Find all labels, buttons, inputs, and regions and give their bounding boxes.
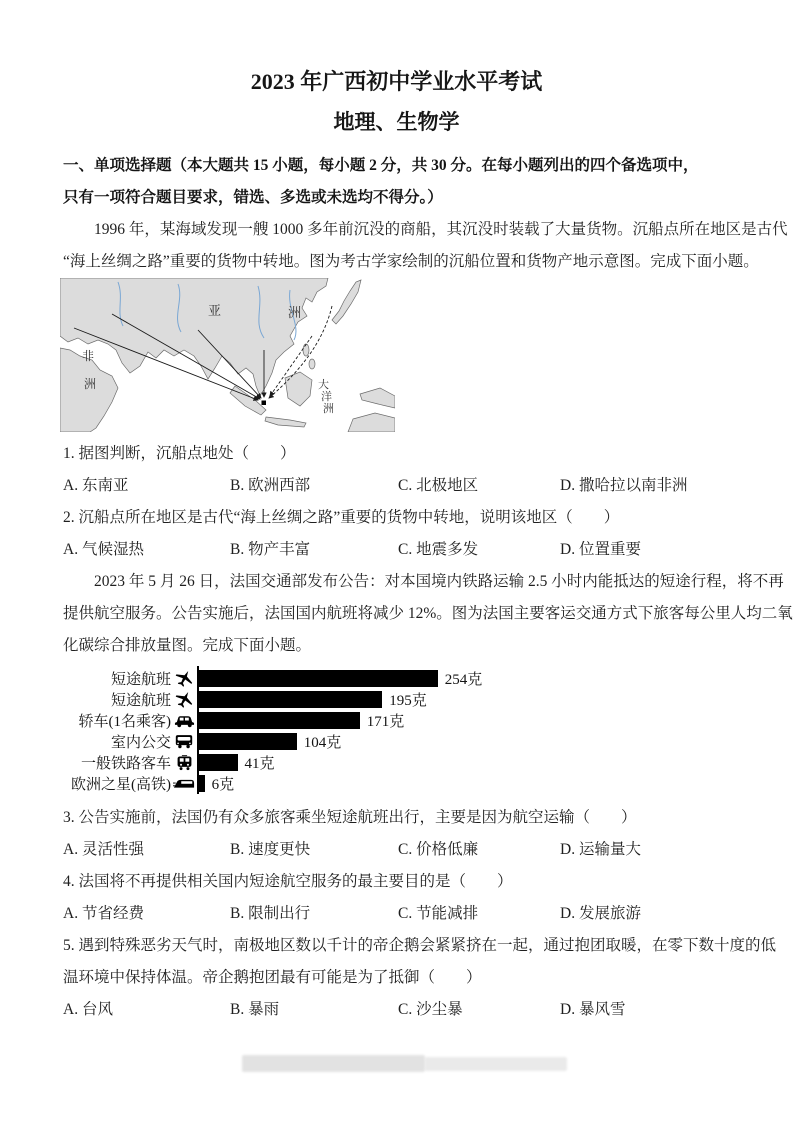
transport-mode-label: 一般铁路客车 [80,756,171,772]
question-3 [63,802,741,866]
map-landmass-japan [332,280,361,324]
watermark-smudge [425,1057,567,1071]
emissions-bar-chart [63,666,741,794]
text-line: 1996 年，某海域发现一艘 1000 多年前沉没的商船，其沉没时装载了大量货物。沉船点所在地区是古代 [94,221,788,238]
answer-option: A. 东南亚 [63,477,129,494]
answer-option: B. 物产丰富 [230,541,311,558]
chart-row [63,710,741,731]
answer-option: B. 限制出行 [230,905,311,922]
chart-row [63,668,741,689]
answer-option: D. 暴风雪 [560,1001,626,1018]
question-2-options [63,534,741,566]
bar-value-label: 171克 [366,714,405,730]
text-line: 提供航空服务。公告实施后，法国国内航班将减少 12%。图为法国主要客运交通方式下旅客每公里人均二氧 [63,605,793,622]
question-4 [63,866,741,930]
passage-shipwreck [63,214,788,278]
chart-row [63,689,741,710]
passage-france-transport [63,566,793,662]
bar-value-label: 6克 [211,777,235,793]
map-label-africa: 洲 [84,377,97,391]
page-subtitle: 地理、生物学 [333,110,460,134]
text-line: 4. 法国将不再提供相关国内短途航空服务的最主要目的是（ ） [63,873,513,890]
emission-bar [199,691,382,708]
map-landmass-australia [348,413,395,432]
question-5 [63,930,777,1026]
text-line: 温环境中保持体温。帝企鹅抱团最有可能是为了抵御（ ） [63,969,482,986]
map-landmass-new-guinea [360,388,395,408]
bar-value-label: 104克 [303,735,342,751]
high-speed-train-icon [171,777,197,790]
map-label-asia: 洲 [288,305,302,320]
car-icon [171,714,197,728]
answer-option: C. 北极地区 [398,477,479,494]
emission-bar [199,754,238,771]
shipwreck-point [262,401,267,406]
map-label-africa: 非 [82,349,95,363]
map-landmass-philippines [303,344,309,356]
bar-value-label: 195克 [389,693,427,709]
answer-option: D. 运输量大 [560,841,641,858]
map-label-asia: 亚 [208,303,222,318]
question-4-stem [63,866,741,898]
watermark-smudge [242,1055,425,1072]
transport-mode-label: 轿车(1名乘客) [78,714,171,730]
page-title: 2023 年广西初中学业水平考试 [250,69,543,94]
answer-option: A. 灵活性强 [63,841,144,858]
answer-option: A. 气候湿热 [63,541,144,558]
map-landmass-java [265,417,306,427]
text-line: 化碳综合排放量图。完成下面小题。 [63,637,312,654]
airplane-icon [171,670,197,688]
chart-rows [63,668,741,794]
question-1-options [63,470,741,502]
text-line: 5. 遇到特殊恶劣天气时，南极地区数以千计的帝企鹅会紧紧挤在一起，通过抱团取暖，在零下数十度的低 [63,937,777,954]
section-heading [63,150,741,214]
emission-bar [199,712,360,729]
answer-option: C. 价格低廉 [398,841,479,858]
question-2-stem [63,502,741,534]
question-3-options [63,834,741,866]
map-landmass-borneo [285,372,312,406]
answer-option: A. 台风 [63,1001,113,1018]
text-line: 只有一项符合题目要求，错选、多选或未选均不得分。） [63,189,443,206]
silk-road-map [60,278,395,432]
chart-axis-line [197,666,199,794]
emission-bar [199,733,297,750]
chart-row [63,773,741,794]
answer-option: C. 沙尘暴 [398,1001,463,1018]
map-label-oceania: 大 [318,379,329,391]
question-5-options [63,994,741,1026]
transport-mode-label: 室内公交 [110,735,171,751]
answer-option: C. 节能减排 [398,905,479,922]
text-line: 1. 据图判断，沉船点地处（ ） [63,445,296,462]
text-line: “海上丝绸之路”重要的货物中转地。图为考古学家绘制的沉船位置和货物产地示意图。完成下面小题。 [63,253,759,270]
transport-mode-label: 短途航班 [110,672,171,688]
chart-row [63,752,741,773]
text-line: 2. 沉船点所在地区是古代“海上丝绸之路”重要的货物中转地，说明该地区（ ） [63,509,620,526]
question-2 [63,502,741,566]
bar-value-label: 254克 [444,672,483,688]
answer-option: D. 发展旅游 [560,905,641,922]
emission-bar [199,670,438,687]
question-1 [63,438,741,502]
map-figure [60,278,395,432]
answer-option: B. 欧洲西部 [230,477,311,494]
transport-mode-label: 短途航班 [110,693,171,709]
bar-value-label: 41克 [244,756,275,772]
answer-option: B. 暴雨 [230,1001,280,1018]
airplane-icon [171,691,197,709]
question-3-stem [63,802,741,834]
answer-option: D. 位置重要 [560,541,641,558]
answer-option: B. 速度更快 [230,841,311,858]
answer-option: C. 地震多发 [398,541,479,558]
answer-option: D. 撒哈拉以南非洲 [560,477,688,494]
text-line: 2023 年 5 月 26 日，法国交通部发布公告：对本国境内铁路运输 2.5 小时内能抵达的短途行程，将不再 [94,573,784,590]
map-label-oceania: 洋 [321,391,332,403]
text-line: 一、单项选择题（本大题共 15 小题，每小题 2 分，共 30 分。在每小题列出的四个备选项中， [63,157,699,174]
map-landmass-philippines-2 [309,359,315,369]
answer-option: A. 节省经费 [63,905,144,922]
map-label-oceania: 洲 [323,403,334,415]
transport-mode-label: 欧洲之星(高铁) [71,777,171,793]
emission-bar [199,775,205,792]
question-4-options [63,898,741,930]
chart-row [63,731,741,752]
bus-icon [171,734,197,749]
question-5-stem [63,930,777,994]
text-line: 3. 公告实施前，法国仍有众多旅客乘坐短途航班出行，主要是因为航空运输（ ） [63,809,637,826]
question-1-stem [63,438,741,470]
train-icon [171,755,197,771]
